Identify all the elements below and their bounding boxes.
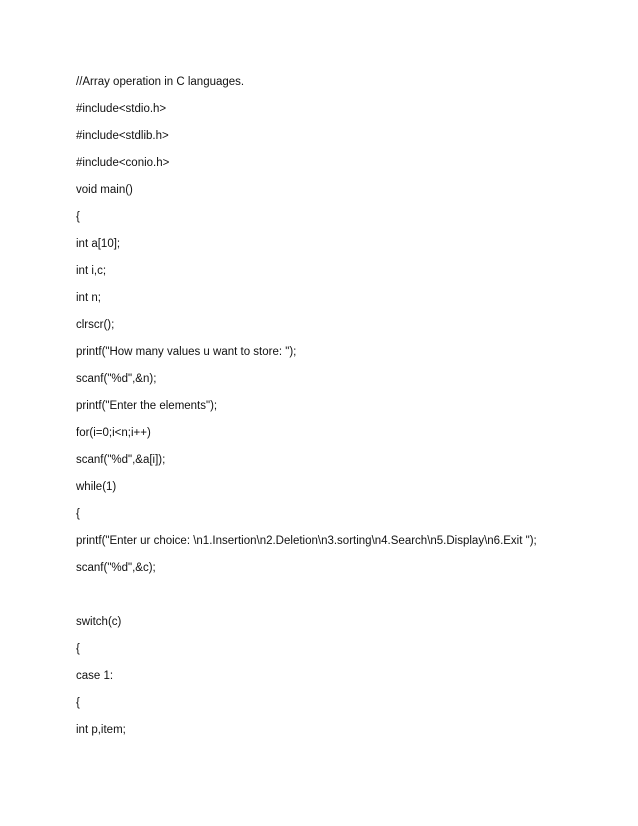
code-line: void main() [76, 184, 133, 196]
code-line: int n; [76, 292, 101, 304]
code-line: case 1: [76, 670, 114, 682]
code-line: #include<conio.h> [76, 157, 170, 169]
code-line: printf("Enter the elements"); [76, 400, 218, 412]
code-line: scanf("%d",&n); [76, 373, 157, 385]
code-line: int a[10]; [76, 238, 121, 250]
code-line: scanf("%d",&c); [76, 562, 156, 574]
code-line: //Array operation in C languages. [76, 76, 245, 88]
code-line: printf("Enter ur choice: \n1.Insertion\n2.Deletion\n3.sorting\n4.Search\n5.Display\n6.Exit "); [76, 535, 537, 547]
code-line: { [76, 508, 80, 520]
code-line: clrscr(); [76, 319, 115, 331]
code-line: #include<stdlib.h> [76, 130, 169, 142]
code-line: #include<stdio.h> [76, 103, 167, 115]
code-line: { [76, 643, 80, 655]
code-line: while(1) [76, 481, 117, 493]
code-line: printf("How many values u want to store: "); [76, 346, 297, 358]
code-line: scanf("%d",&a[i]); [76, 454, 166, 466]
code-line: for(i=0;i<n;i++) [76, 427, 151, 439]
code-line: { [76, 697, 80, 709]
code-line: { [76, 211, 80, 223]
code-line: int i,c; [76, 265, 107, 277]
code-line: int p,item; [76, 724, 126, 736]
blank-line [76, 585, 616, 612]
code-line: switch(c) [76, 616, 122, 628]
code-listing [76, 72, 616, 747]
